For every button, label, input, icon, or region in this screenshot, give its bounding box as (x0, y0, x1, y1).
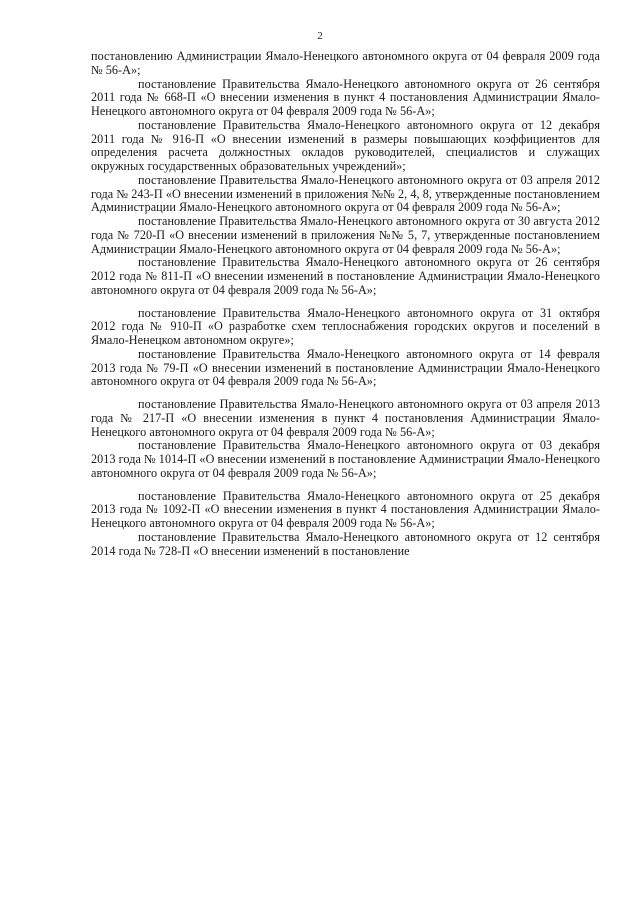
paragraph-6: постановление Правительства Ямало-Ненецкого автономного округа от 26 сентября 2012 года № 811-П «О внесении изменений в постановление Администрации Ямало-Ненецкого автономного округа от 04 февраля 2009 года № 56-А»; (91, 255, 600, 297)
paragraph-11: постановление Правительства Ямало-Ненецкого автономного округа от 25 декабря 2013 года № 1092-П «О внесении изменения в пункт 4 постановления Администрации Ямало-Ненецкого автономного округа от 04 февраля 2009 года № 56-А»; (91, 488, 600, 530)
page-number: 2 (317, 30, 323, 42)
paragraph-8: постановление Правительства Ямало-Ненецкого автономного округа от 14 февраля 2013 года № 79-П «О внесении изменений в постановление Администрации Ямало-Ненецкого автономного округа от 04 февраля 2009 года № 56-А»; (91, 346, 600, 389)
paragraph-12: постановление Правительства Ямало-Ненецкого автономного округа от 12 сентября 2014 года № 728-П «О внесении изменений в постановление (91, 529, 600, 558)
paragraph-9: постановление Правительства Ямало-Ненецкого автономного округа от 03 апреля 2013 года № 217-П «О внесении изменения в пункт 4 постановления Администрации Ямало-Ненецкого автономного округа от 04 февраля 2009 года № 56-А»; (91, 397, 600, 439)
paragraph-4: постановление Правительства Ямало-Ненецкого автономного округа от 03 апреля 2012 года № 243-П «О внесении изменений в приложения №№ 2, 4, 8, утвержденные постановлением Администрации Ямало-Ненецкого автономного округа от 04 февраля 2009 года № 56-А»; (91, 172, 600, 215)
paragraph-3: постановление Правительства Ямало-Ненецкого автономного округа от 12 декабря 2011 года № 916-П «О внесении изменений в размеры повышающих коэффициентов для определения расчета должностных окладов руководителей, специалистов и служащих окружных государственных образовательных учреждений»; (91, 117, 600, 173)
paragraph-7: постановление Правительства Ямало-Ненецкого автономного округа от 31 октября 2012 года № 910-П «О разработке схем теплоснабжения городских округов и поселений в Ямало-Ненецком автономном округе»; (91, 305, 600, 347)
document-body (91, 50, 600, 558)
paragraph-1: постановлению Администрации Ямало-Ненецкого автономного округа от 04 февраля 2009 года № 56-А»; (91, 49, 600, 77)
paragraph-5: постановление Правительства Ямало-Ненецкого автономного округа от 30 августа 2012 года № 720-П «О внесении изменений в приложения №№ 5, 7, утвержденные постановлением Администрации Ямало-Ненецкого автономного округа от 04 февраля 2009 года № 56-А»; (91, 214, 600, 256)
paragraph-2: постановление Правительства Ямало-Ненецкого автономного округа от 26 сентября 2011 года № 668-П «О внесении изменения в пункт 4 постановления Администрации Ямало-Ненецкого автономного округа от 04 февраля 2009 года № 56-А»; (91, 76, 600, 118)
paragraph-10: постановление Правительства Ямало-Ненецкого автономного округа от 03 декабря 2013 года № 1014-П «О внесении изменений в постановление Администрации Ямало-Ненецкого автономного округа от 04 февраля 2009 года № 56-А»; (91, 438, 600, 480)
